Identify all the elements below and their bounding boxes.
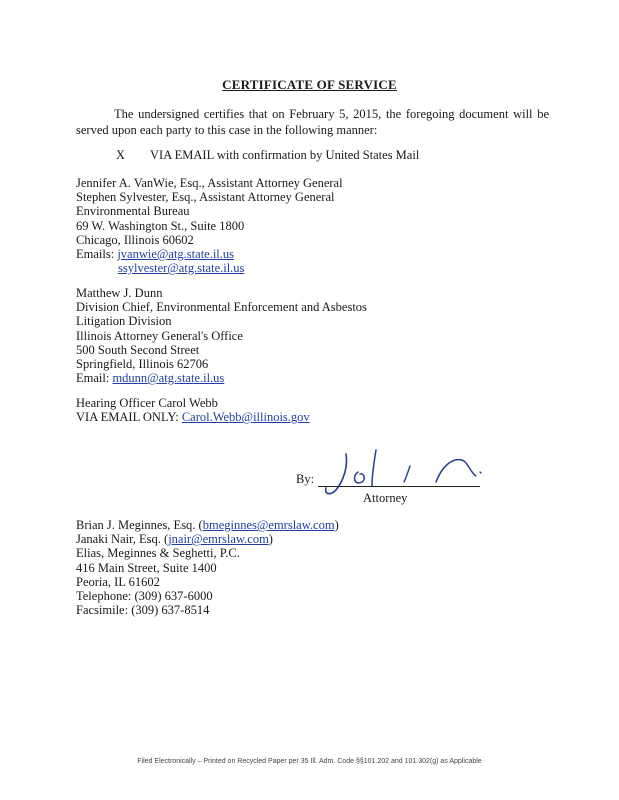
document-title: CERTIFICATE OF SERVICE (222, 77, 397, 92)
intro-text: The undersigned certifies that on February 5, 2015, the foregoing document will be served upon each party to this case in the following manner: (76, 107, 549, 137)
email-link-dunn[interactable]: mdunn@atg.state.il.us (112, 371, 225, 386)
sender-line: Facsimile: (309) 637-8514 (76, 603, 210, 618)
recipient-line: Hearing Officer Carol Webb (76, 396, 218, 410)
email-label: Email: (76, 371, 110, 386)
recipient-block-dunn (76, 286, 367, 385)
service-method-mark: X (116, 148, 126, 162)
emails-line (76, 247, 343, 261)
sender-line-meginnes (76, 518, 339, 532)
signature-by-label: By: (296, 472, 315, 486)
recipient-line: Springfield, Illinois 62706 (76, 356, 209, 371)
email-link-webb[interactable]: Carol.Webb@illinois.gov (181, 410, 310, 425)
email-link-vanwie[interactable]: jvanwie@atg.state.il.us (117, 246, 235, 261)
via-email-line (76, 410, 310, 424)
filing-footer: Filed Electronically – Printed on Recycled Paper per 35 Ill. Adm. Code §§101.202 and 101.302(g) as Applicable (137, 758, 482, 765)
via-email-label: VIA EMAIL ONLY: (76, 410, 179, 425)
email-link-nair[interactable]: jnair@emrslaw.com (168, 532, 269, 547)
sender-name-meginnes: Brian J. Meginnes, Esq. ( (76, 518, 203, 532)
recipient-line: Litigation Division (76, 314, 172, 329)
email-line (76, 371, 367, 385)
recipient-line: Jennifer A. VanWie, Esq., Assistant Attorney General (76, 176, 343, 190)
recipient-block-attorney-general (76, 176, 343, 275)
sender-line: 416 Main Street, Suite 1400 (76, 560, 217, 575)
signature-line (318, 486, 480, 487)
recipient-line: Stephen Sylvester, Esq., Assistant Attorney General (76, 190, 335, 205)
intro-paragraph (76, 106, 549, 138)
recipient-line: Division Chief, Environmental Enforcement and Asbestos (76, 300, 367, 315)
recipient-line: Environmental Bureau (76, 204, 190, 219)
emails-line-2 (76, 261, 343, 275)
paren-close: ) (268, 532, 273, 547)
sender-line: Telephone: (309) 637-6000 (76, 588, 213, 603)
sender-line: Peoria, IL 61602 (76, 574, 160, 589)
sender-block (76, 518, 339, 617)
sender-line-nair (76, 532, 339, 546)
recipient-line: 500 South Second Street (76, 342, 200, 357)
emails-label: Emails: (76, 246, 115, 261)
recipient-line: Matthew J. Dunn (76, 286, 163, 300)
sender-name-nair: Janaki Nair, Esq. ( (76, 532, 169, 547)
service-method (116, 148, 419, 162)
recipient-line: Chicago, Illinois 60602 (76, 232, 194, 247)
email-link-sylvester[interactable]: ssylvester@atg.state.il.us (118, 261, 245, 276)
signature-role: Attorney (363, 491, 408, 505)
sender-line: Elias, Meginnes & Seghetti, P.C. (76, 546, 240, 561)
paren-close: ) (334, 518, 339, 532)
recipient-block-hearing-officer (76, 396, 310, 424)
email-link-meginnes[interactable]: bmeginnes@emrslaw.com (202, 518, 335, 532)
service-method-text: VIA EMAIL with confirmation by United States Mail (150, 148, 420, 162)
recipient-line: Illinois Attorney General's Office (76, 328, 243, 343)
signature-by (296, 472, 314, 486)
recipient-line: 69 W. Washington St., Suite 1800 (76, 218, 245, 233)
